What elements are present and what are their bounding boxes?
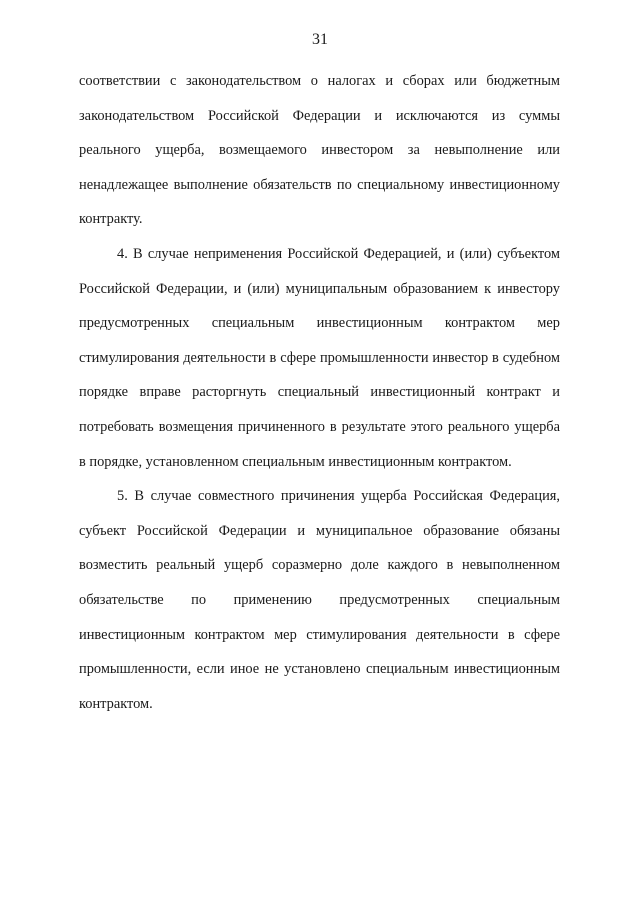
paragraph-item-4: 4. В случае неприменения Российской Федерацией, и (или) субъектом Российской Федерации, и (или) муниципальным образованием к инвестору предусмотренных специальным инвестиционным контрактом мер стимулирования деятельности в сфере промышленности инвестор в судебном порядке вправе расторгнуть специальный инвестиционный контракт и потребовать возмещения причиненного в результате этого реального ущерба в порядке, установленном специальным инвестиционным контрактом. <box>79 245 560 470</box>
paragraph-continuation: соответствии с законодательством о налогах и сборах или бюджетным законодательством Российской Федерации и исключаются из суммы реального ущерба, возмещаемого инвестором за невыполнение или ненадлежащее выполнение обязательств по специальному инвестиционному контракту. <box>79 73 560 228</box>
page-number: 31 <box>312 31 328 48</box>
paragraph-item-5: 5. В случае совместного причинения ущерба Российская Федерация, субъект Российской Федерации и муниципальное образование обязаны возместить реальный ущерб соразмерно доле каждого в невыполненном обязательстве по применению предусмотренных специальным инвестиционным контрактом мер стимулирования деятельности в сфере промышленности, если иное не установлено специальным инвестиционным контрактом. <box>79 488 560 712</box>
document-body <box>79 64 560 721</box>
